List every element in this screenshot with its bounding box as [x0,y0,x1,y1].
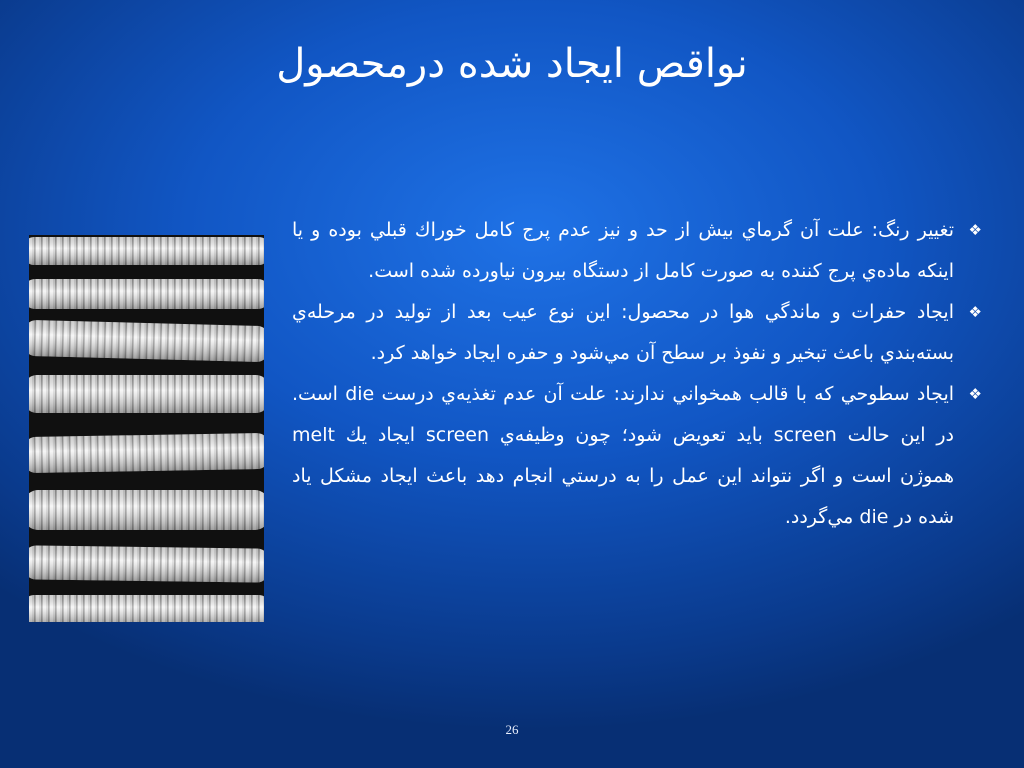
bullet-item-surface-mismatch [292,374,982,538]
bullet-text: تغيير رنگ: علت آن گرماي بيش از حد و نيز عدم پرج كامل خوراك قبلي بوده و يا اينكه ماده‌ي پرج كننده به صورت كامل از دستگاه بيرون نياورده شده است. [292,219,954,282]
page-number: 26 [505,722,519,737]
bullet-item-discoloration [292,210,982,292]
bullet-text: ايجاد حفرات و ماندگي هوا در محصول: اين نوع عيب بعد از توليد در مرحله‌ي بسته‌بندي باعث تبخير و نفوذ بر سطح آن مي‌شود و حفره ايجاد خواهد كرد. [292,301,954,364]
bullet-text: ايجاد سطوحي كه با قالب همخواني ندارند: علت آن عدم تغذيه‌ي درست die است. در اين حالت screen بايد تعويض شود؛ چون وظيفه‌ي screen ايجاد يك melt هموژن است و اگر نتواند اين عمل را به درستي انجام دهد باعث ايجاد مشكل ياد شده در die مي‌گردد. [292,383,955,528]
diamond-bullet-icon: ❖ [968,385,982,403]
diamond-bullet-icon: ❖ [968,303,982,321]
diamond-bullet-icon: ❖ [968,221,982,239]
extruded-strands-photo [29,235,264,622]
bullet-list [292,210,982,538]
bullet-item-air-voids [292,292,982,374]
slide-title: نواقص ايجاد شده درمحصول [276,41,748,87]
